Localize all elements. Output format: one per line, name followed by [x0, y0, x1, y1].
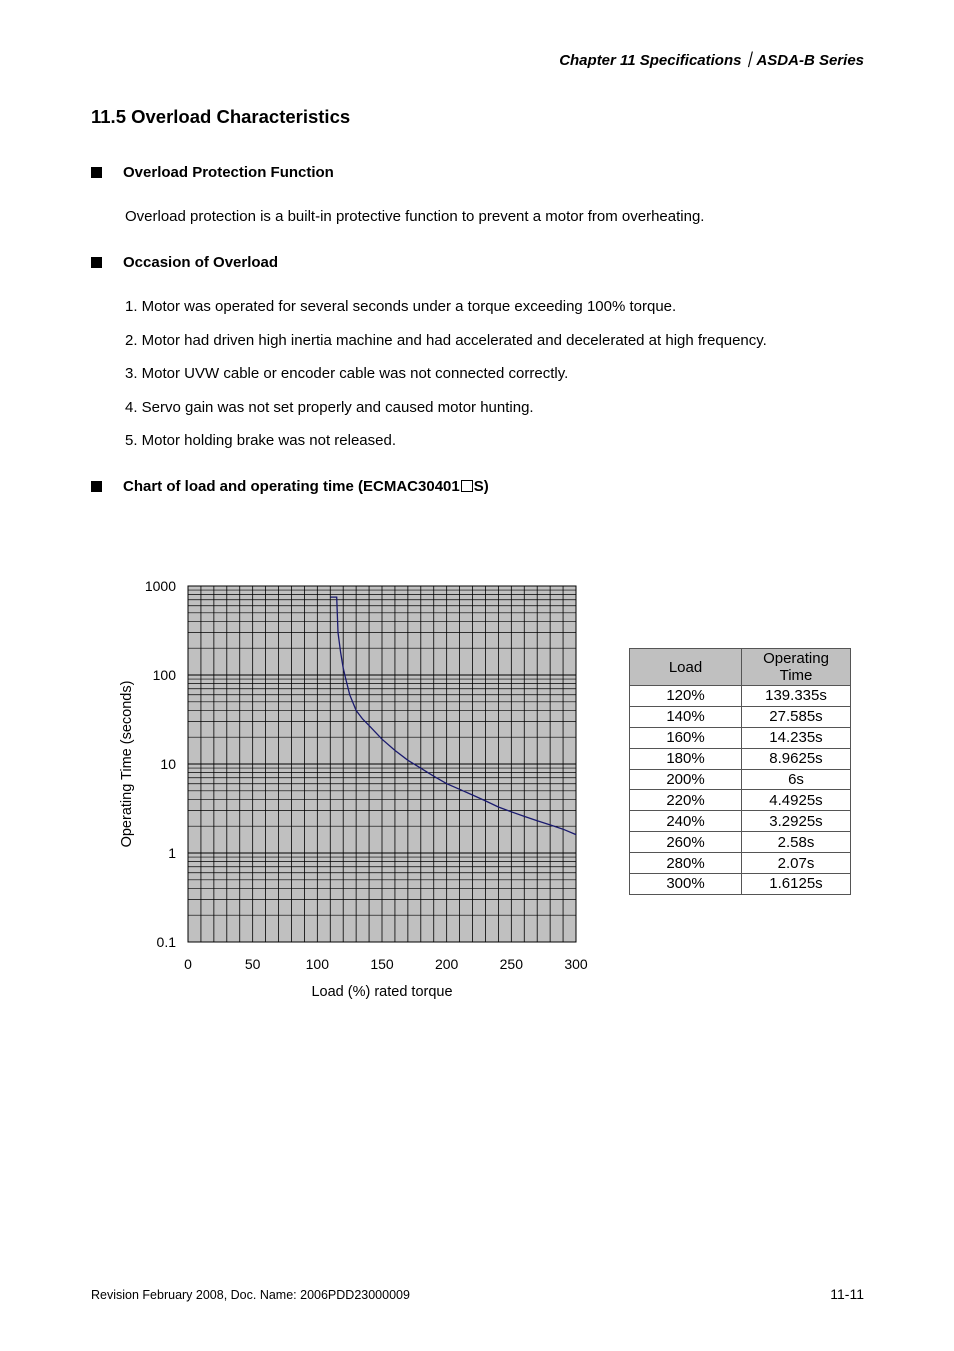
cell-operating-time: 1.6125s — [742, 874, 851, 895]
cell-operating-time: 27.585s — [742, 706, 851, 727]
cell-operating-time: 8.9625s — [742, 748, 851, 769]
list-item: 4. Servo gain was not set properly and caused motor hunting. — [125, 398, 534, 416]
header-load: Load — [630, 649, 742, 686]
cell-operating-time: 2.58s — [742, 832, 851, 853]
cell-load: 120% — [630, 686, 742, 707]
cell-operating-time: 3.2925s — [742, 811, 851, 832]
cell-load: 160% — [630, 727, 742, 748]
section-title: 11.5 Overload Characteristics — [91, 106, 351, 127]
x-tick-label: 200 — [434, 956, 459, 972]
header-operating-time — [742, 649, 851, 686]
chart-heading-suffix: S) — [473, 478, 489, 495]
x-axis-label: Load (%) rated torque — [311, 984, 453, 1000]
list-item: 2. Motor had driven high inertia machine and had accelerated and decelerated at high frequency. — [125, 331, 767, 349]
x-tick-label: 250 — [499, 956, 524, 972]
footer-revision: Revision February 2008, Doc. Name: 2006PDD23000009 — [91, 1288, 410, 1302]
load-time-table — [629, 648, 851, 895]
cell-load: 300% — [630, 874, 742, 895]
protection-text: Overload protection is a built-in protective function to prevent a motor from overheating. — [125, 208, 705, 225]
cell-load: 200% — [630, 769, 742, 790]
table-row — [630, 686, 851, 707]
occasion-heading: Occasion of Overload — [123, 254, 279, 271]
table-row — [630, 811, 851, 832]
cell-operating-time: 2.07s — [742, 853, 851, 874]
table-row — [630, 748, 851, 769]
cell-operating-time: 14.235s — [742, 727, 851, 748]
page-header: Chapter 11 Specifications｜ASDA-B Series — [559, 52, 864, 69]
cell-load: 260% — [630, 832, 742, 853]
page-number: 11-11 — [830, 1286, 864, 1302]
table-row — [630, 832, 851, 853]
table-row — [630, 727, 851, 748]
list-item: 1. Motor was operated for several seconds under a torque exceeding 100% torque. — [125, 298, 677, 315]
y-tick-label: 100 — [152, 667, 176, 683]
list-item: 3. Motor UVW cable or encoder cable was not connected correctly. — [125, 365, 569, 383]
table-header-row — [630, 649, 851, 686]
cell-load: 220% — [630, 790, 742, 811]
cell-operating-time: 6s — [742, 769, 851, 790]
y-tick-label: 1000 — [144, 578, 176, 594]
y-tick-label: 1 — [168, 845, 176, 861]
table-body — [630, 686, 851, 895]
x-tick-label: 300 — [564, 956, 588, 972]
x-tick-label: 50 — [244, 956, 261, 972]
y-ticks — [145, 578, 176, 950]
y-tick-label: 10 — [160, 756, 176, 772]
y-tick-label: 0.1 — [156, 934, 176, 950]
table-row — [630, 769, 851, 790]
x-tick-label: 0 — [184, 956, 192, 972]
cell-load: 140% — [630, 706, 742, 727]
cell-operating-time: 139.335s — [742, 686, 851, 707]
y-axis-label: Operating Time (seconds) — [119, 680, 135, 848]
cell-load: 180% — [630, 748, 742, 769]
table-row — [630, 790, 851, 811]
header-operating-time-text: Operating Time — [763, 650, 829, 684]
x-tick-label: 100 — [305, 956, 330, 972]
list-item: 5. Motor holding brake was not released. — [125, 432, 396, 450]
chart-heading-prefix: Chart of load and operating time (ECMAC30401 — [123, 478, 460, 495]
table-row — [630, 853, 851, 874]
x-ticks — [184, 956, 588, 972]
table-row — [630, 706, 851, 727]
protection-heading: Overload Protection Function — [123, 164, 334, 181]
x-tick-label: 150 — [370, 956, 394, 972]
table-row — [630, 874, 851, 895]
cell-load: 240% — [630, 811, 742, 832]
cell-operating-time: 4.4925s — [742, 790, 851, 811]
cell-load: 280% — [630, 853, 742, 874]
